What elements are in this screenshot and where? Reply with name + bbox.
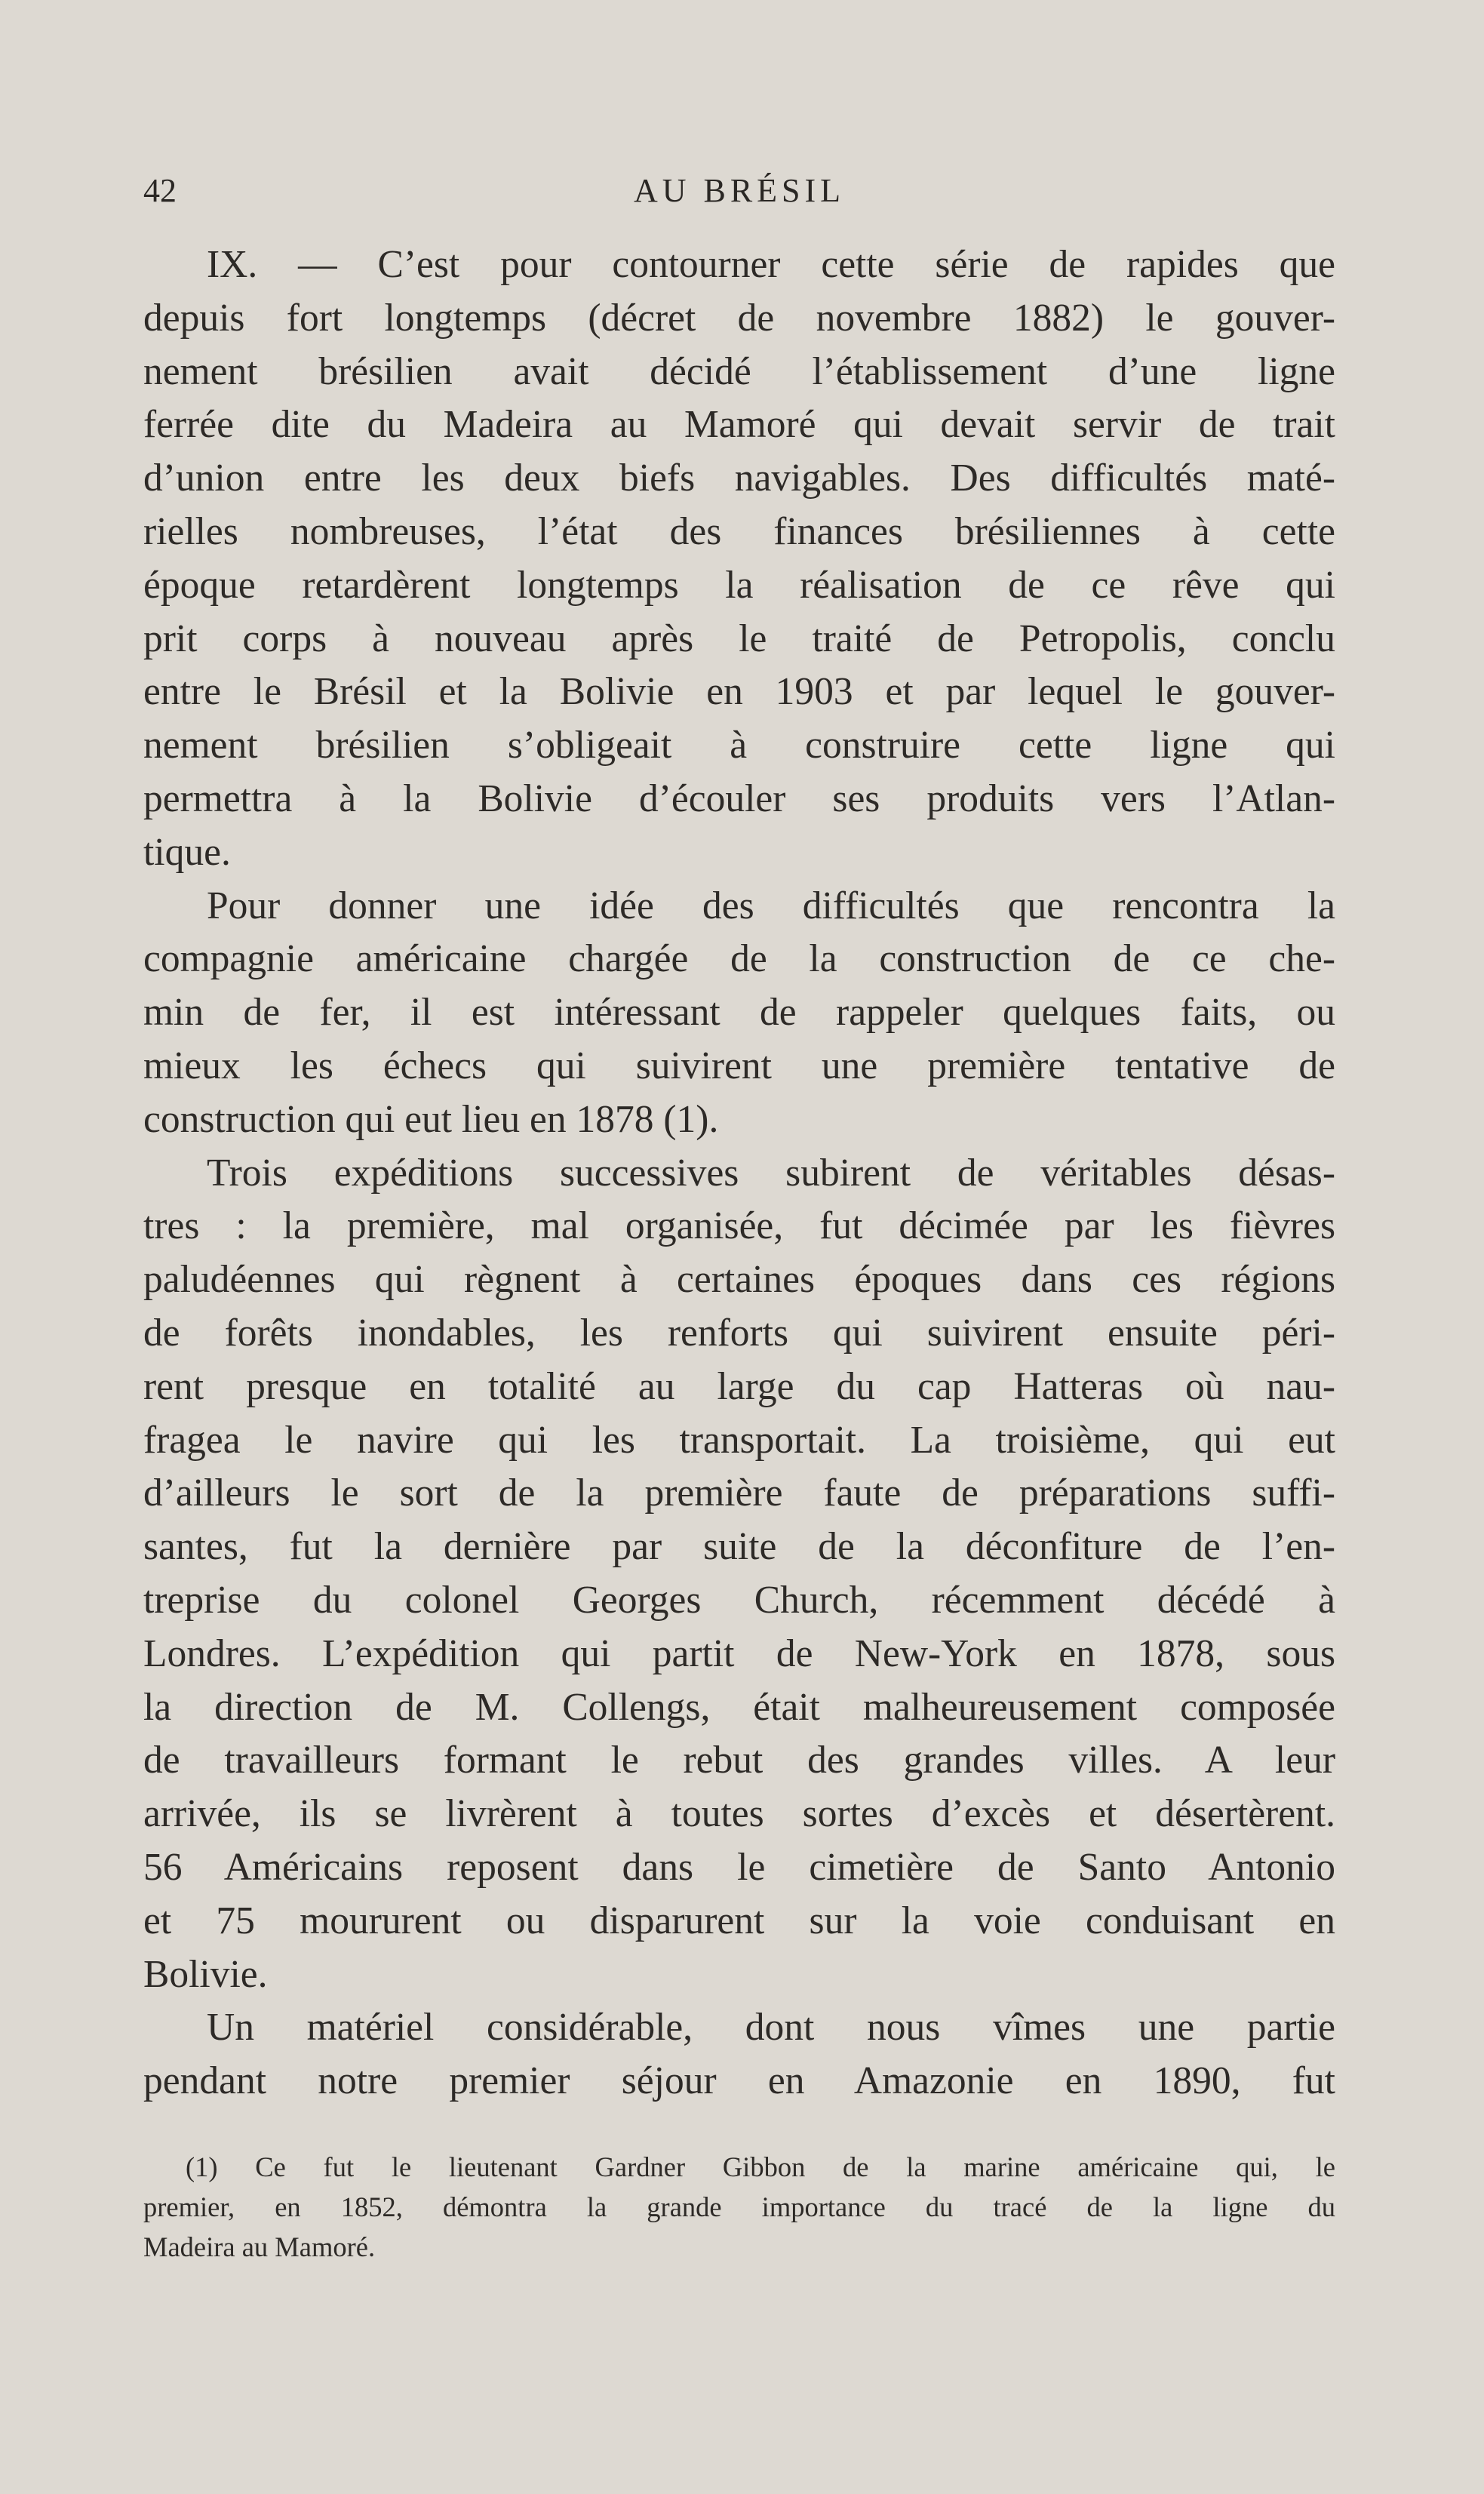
text-line: Trois expéditions successives subirent de véritables désas- (207, 1151, 1335, 1195)
text-line: Londres. L’expédition qui partit de New-York en 1878, sous (143, 1631, 1335, 1675)
text-line: 56 Américains reposent dans le cimetière de Santo Antonio (143, 1845, 1335, 1889)
text-line: permettra à la Bolivie d’écouler ses produits vers l’Atlan- (143, 776, 1335, 820)
text-line: mieux les échecs qui suivirent une première tentative de (143, 1044, 1335, 1087)
text-line: rent presque en totalité au large du cap Hatteras où nau- (143, 1364, 1335, 1408)
footnote-line: (1) Ce fut le lieutenant Gardner Gibbon de la marine américaine qui, le (186, 2151, 1335, 2182)
text-line: et 75 moururent ou disparurent sur la voie conduisant en (143, 1899, 1335, 1942)
text-line: rielles nombreuses, l’état des finances brésiliennes à cette (143, 509, 1335, 553)
text-line: arrivée, ils se livrèrent à toutes sortes d’excès et désertèrent. (143, 1792, 1335, 1836)
body-text (143, 238, 1335, 2108)
footnote (143, 2147, 1335, 2267)
text-line: Bolivie. (143, 1952, 268, 1996)
text-line: nement brésilien avait décidé l’établissement d’une ligne (143, 349, 1335, 393)
text-line: min de fer, il est intéressant de rappeler quelques faits, ou (143, 991, 1335, 1035)
text-line: ferrée dite du Madeira au Mamoré qui devait servir de trait (143, 403, 1335, 447)
text-line: de forêts inondables, les renforts qui suivirent ensuite péri- (143, 1311, 1335, 1355)
page-number: 42 (143, 172, 177, 209)
text-line: de travailleurs formant le rebut des grandes villes. A leur (143, 1739, 1335, 1782)
text-line: Un matériel considérable, dont nous vîmes une partie (207, 2006, 1335, 2050)
text-line: fragea le navire qui les transportait. La troisième, qui eut (143, 1418, 1335, 1462)
text-line: pendant notre premier séjour en Amazonie en 1890, fut (143, 2059, 1335, 2103)
text-line: depuis fort longtemps (décret de novembre 1882) le gouver- (143, 296, 1335, 340)
text-line: prit corps à nouveau après le traité de Petropolis, conclu (143, 617, 1335, 660)
text-line: santes, fut la dernière par suite de la déconfiture de l’en- (143, 1525, 1335, 1569)
page-header (143, 165, 1335, 217)
text-line: d’ailleurs le sort de la première faute de préparations suffi- (143, 1471, 1335, 1515)
text-line: époque retardèrent longtemps la réalisation de ce rêve qui (143, 563, 1335, 607)
text-line: construction qui eut lieu en 1878 (1). (143, 1097, 719, 1141)
running-title: AU BRÉSIL (633, 172, 846, 209)
text-line: compagnie américaine chargée de la construction de ce che- (143, 937, 1335, 981)
text-line: nement brésilien s’obligeait à construire cette ligne qui (143, 724, 1335, 767)
footnote-line: premier, en 1852, démontra la grande importance du tracé de la ligne du (143, 2191, 1335, 2222)
text-line: tique. (143, 830, 231, 874)
text-line: treprise du colonel Georges Church, récemment décédé à (143, 1578, 1335, 1622)
text-line: entre le Brésil et la Bolivie en 1903 et par lequel le gouver- (143, 670, 1335, 714)
text-line: paludéennes qui règnent à certaines époques dans ces régions (143, 1258, 1335, 1302)
text-line: la direction de M. Collengs, était malheureusement composée (143, 1685, 1335, 1729)
text-line: IX. — C’est pour contourner cette série de rapides que (207, 243, 1335, 286)
footnote-line: Madeira au Mamoré. (143, 2231, 376, 2262)
text-line: Pour donner une idée des difficultés que rencontra la (207, 884, 1335, 927)
text-line: d’union entre les deux biefs navigables. Des difficultés maté- (143, 457, 1335, 500)
text-line: tres : la première, mal organisée, fut décimée par les fièvres (143, 1204, 1335, 1248)
